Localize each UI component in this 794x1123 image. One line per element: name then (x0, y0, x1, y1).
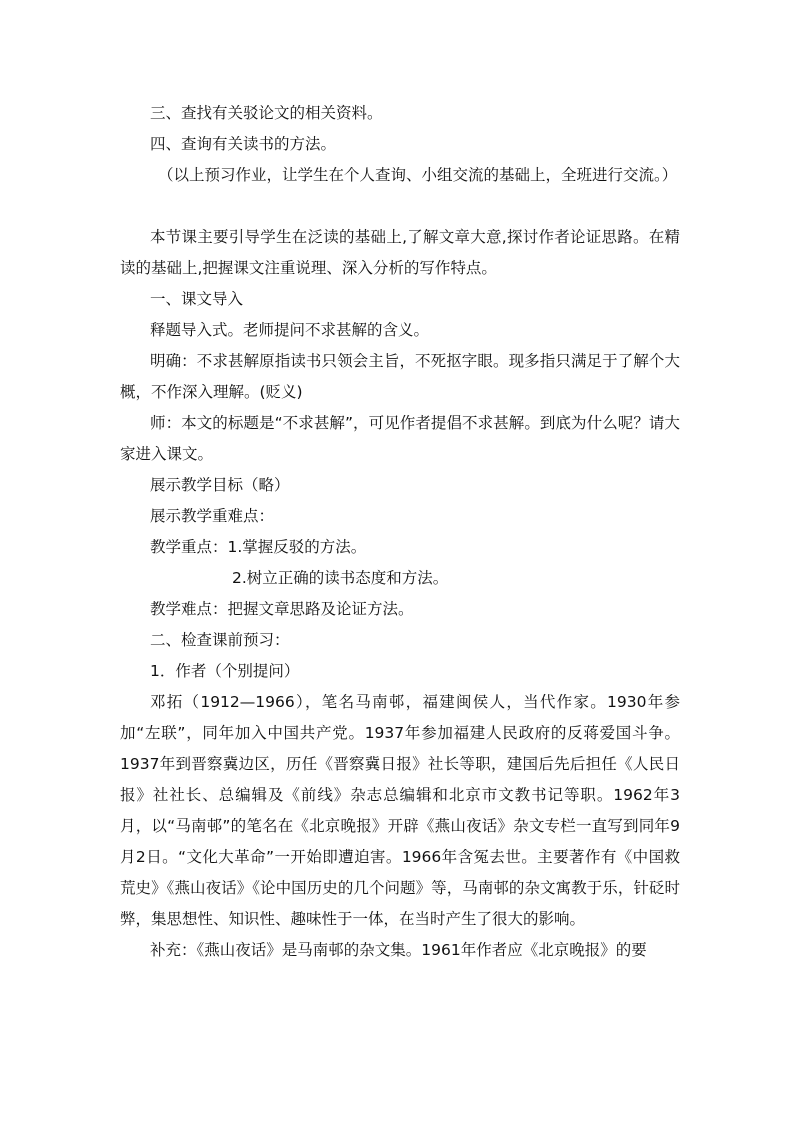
prep-note: （以上预习作业，让学生在个人查询、小组交流的基础上，全班进行交流。） (158, 166, 678, 184)
lesson-summary: 本节课主要引导学生在泛读的基础上,了解文章大意,探讨作者论证思路。在精读的基础上,把握课文注重说理、深入分析的写作特点。 (120, 228, 680, 277)
author-biography: 邓拓（1912—1966），笔名马南邨，福建闽侯人，当代作家。1930年参加“左联”，同年加入中国共产党。1937年参加福建人民政府的反蒋爱国斗争。1937年到晋察冀边区，历任《晋察冀日报》社长等职，建国后先后担任《人民日报》社社长、总编辑及《前线》杂志总编辑和北京市文教书记等职。1962年3月，以“马南邨”的笔名在《北京晚报》开辟《燕山夜话》杂文专栏一直写到同年9月2日。“文化大革命”一开始即遭迫害。1966年含冤去世。主要著作有《中国救荒史》《燕山夜话》《论中国历史的几个问题》等，马南邨的杂文寓教于乐，针砭时弊，集思想性、知识性、趣味性于一体，在当时产生了很大的影响。 (120, 693, 680, 928)
key-difficulties-heading: 展示教学重难点： (150, 507, 275, 525)
teaching-focus-2: 2.树立正确的读书态度和方法。 (232, 569, 449, 587)
author-subheading: 1．作者（个别提问） (150, 662, 300, 680)
prep-item-3: 三、查找有关驳论文的相关资料。 (150, 104, 383, 122)
prep-item-4: 四、查询有关读书的方法。 (150, 135, 337, 153)
teaching-focus-1: 教学重点：1.掌握反驳的方法。 (150, 538, 367, 556)
definition-paragraph: 明确：不求甚解原指读书只领会主旨，不死抠字眼。现多指只满足于了解个大概，不作深入理解。(贬义) (120, 352, 680, 401)
document-body (120, 98, 680, 966)
intro-method: 释题导入式。老师提问不求甚解的含义。 (150, 321, 430, 339)
supplement-paragraph: 补充：《燕山夜话》是马南邨的杂文集。1961年作者应《北京晚报》的要 (150, 941, 647, 959)
teaching-difficulty: 教学难点：把握文章思路及论证方法。 (150, 600, 414, 618)
paragraph-gap (120, 191, 680, 222)
section-heading-intro: 一、课文导入 (150, 290, 244, 308)
teacher-remark: 师：本文的标题是“不求甚解”，可见作者提倡不求甚解。到底为什么呢？请大家进入课文。 (120, 414, 680, 463)
teaching-goals: 展示教学目标（略） (150, 476, 290, 494)
section-heading-preview-check: 二、检查课前预习： (150, 631, 290, 649)
